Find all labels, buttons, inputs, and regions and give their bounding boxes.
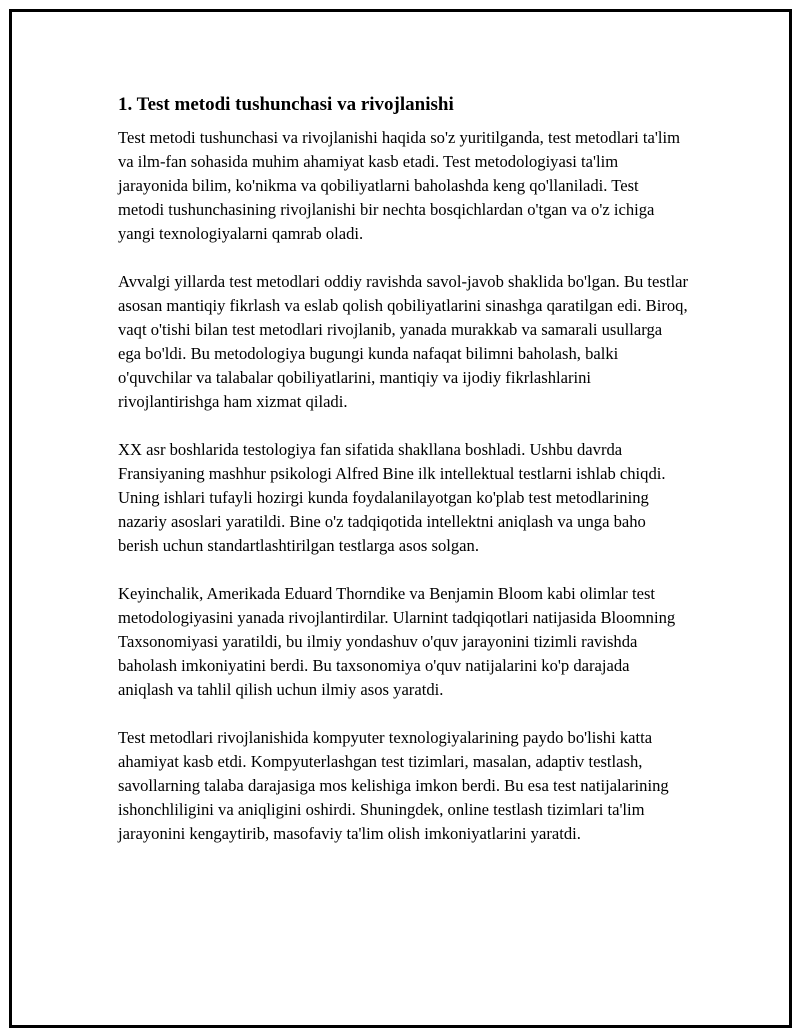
paragraph-3: XX asr boshlarida testologiya fan sifatida shakllana boshladi. Ushbu davrda Fransiyaning mashhur psikologi Alfred Bine ilk intellektual testlarni ishlab chiqdi. Uning ishlari tufayli hozirgi kunda foydalanilayotgan ko'plab test metodlarining nazariy asoslari yaratildi. Bine o'z tadqiqotida intellektni aniqlash va unga baho berish uchun standartlashtirilgan testlarga asos solgan. — [118, 440, 666, 555]
paragraph-1: Test metodi tushunchasi va rivojlanishi haqida so'z yuritilganda, test metodlari ta'lim va ilm-fan sohasida muhim ahamiyat kasb etadi. Test metodologiyasi ta'lim jarayonida bilim, ko'nikma va qobiliyatlarni baholashda keng qo'llaniladi. Test metodi tushunchasining rivojlanishi bir nechta bosqichlardan o'tgan va o'z ichiga yangi texnologiyalarni qamrab oladi. — [118, 128, 680, 243]
paragraph-2: Avvalgi yillarda test metodlari oddiy ravishda savol-javob shaklida bo'lgan. Bu testlar asosan mantiqiy fikrlash va eslab qolish qobiliyatlarini sinashga qaratilgan edi. Biroq, vaqt o'tishi bilan test metodlari rivojlanib, yanada murakkab va samarali usullarga ega bo'ldi. Bu metodologiya bugungi kunda nafaqat bilimni baholash, balki o'quvchilar va talabalar qobiliyatlarini, mantiqiy va ijodiy fikrlashlarini rivojlantirishga ham xizmat qiladi. — [118, 272, 688, 411]
paragraph-4: Keyinchalik, Amerikada Eduard Thorndike va Benjamin Bloom kabi olimlar test metodologiyasini yanada rivojlantirdilar. Ularnint tadqiqotlari natijasida Bloomning Taxsonomiyasi yaratildi, bu ilmiy yondashuv o'quv jarayonini tizimli ravishda baholash imkoniyatini berdi. Bu taxsonomiya o'quv natijalarini ko'p darajada aniqlash va tahlil qilish uchun ilmiy asos yaratdi. — [118, 584, 676, 699]
paragraph-5: Test metodlari rivojlanishida kompyuter texnologiyalarining paydo bo'lishi katta ahamiyat kasb etdi. Kompyuterlashgan test tizimlari, masalan, adaptiv testlash, savollarning talaba darajasiga mos kelishiga imkon berdi. Bu esa test natijalarining ishonchliligini va aniqligini oshirdi. Shuningdek, online testlash tizimlari ta'lim jarayonini kengaytirib, masofaviy ta'lim olish imkoniyatlarini yaratdi. — [118, 728, 669, 843]
document-body — [118, 92, 688, 870]
section-heading: 1. Test metodi tushunchasi va rivojlanishi — [118, 94, 454, 115]
